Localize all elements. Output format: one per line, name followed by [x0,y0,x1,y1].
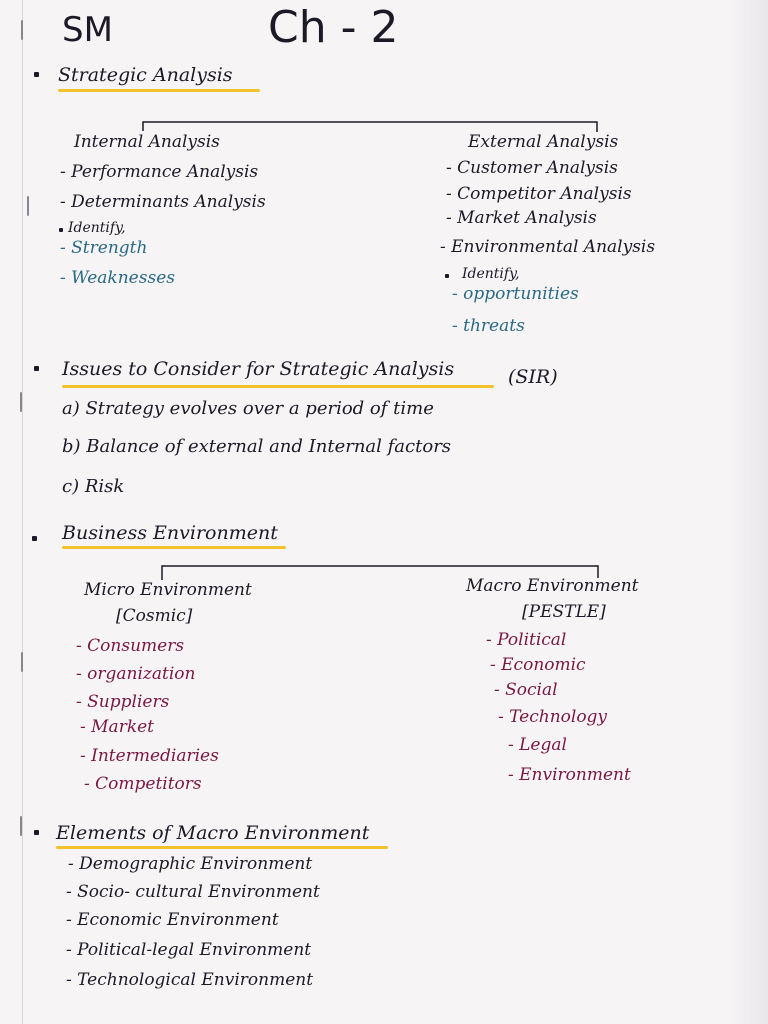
external-analysis-heading: External Analysis [468,132,619,152]
highlight-underline [58,89,260,92]
list-item: - Legal [508,735,567,755]
list-item: - Suppliers [76,692,170,712]
list-item: - Political [486,630,567,650]
list-item: - Intermediaries [80,746,219,766]
list-item: - Market Analysis [446,208,597,228]
list-item: - Economic [490,655,586,675]
list-item: - Competitors [84,774,202,794]
list-item: - threats [452,316,525,336]
list-item: - Weaknesses [60,268,175,288]
list-item: - Competitor Analysis [446,184,632,204]
list-item: - Performance Analysis [60,162,259,182]
list-item: - Socio- cultural Environment [66,882,320,902]
highlight-underline [62,385,494,388]
list-item: - opportunities [452,284,579,304]
list-item: - Customer Analysis [446,158,618,178]
micro-heading: Micro Environment [84,580,252,600]
bullet [59,228,63,232]
bullet [34,830,39,835]
subject-label: SM [62,10,113,50]
section-heading: Strategic Analysis [58,64,233,86]
list-item: - Political-legal Environment [66,940,312,960]
bullet [32,536,37,541]
bullet [34,72,39,77]
identify-label: Identify, [462,266,520,282]
micro-subheading: [Cosmic] [116,606,193,626]
chapter-label: Ch - 2 [268,2,399,53]
list-item: - Environment [508,765,631,785]
list-item: c) Risk [62,476,125,497]
list-item: - Social [494,680,558,700]
section-heading: Business Environment [62,522,278,544]
list-item: b) Balance of external and Internal factors [62,436,452,457]
list-item: - Market [80,717,155,737]
list-item: a) Strategy evolves over a period of time [62,398,434,419]
list-item: - Consumers [76,636,185,656]
list-item: - Demographic Environment [68,854,313,874]
section-heading: Elements of Macro Environment [56,822,370,844]
list-item: - Determinants Analysis [60,192,266,212]
bullet [445,274,449,278]
list-item: - Environmental Analysis [440,237,656,257]
macro-subheading: [PESTLE] [522,602,606,622]
list-item: - Technology [498,707,608,727]
list-item: - Economic Environment [66,910,279,930]
section-tag: (SIR) [508,366,558,388]
list-item: - Strength [60,238,148,258]
bullet [34,366,39,371]
section-heading: Issues to Consider for Strategic Analysis [62,358,455,380]
list-item: - Technological Environment [66,970,314,990]
highlight-underline [56,846,388,849]
identify-label: Identify, [68,220,126,236]
list-item: - organization [76,664,196,684]
macro-heading: Macro Environment [466,576,639,596]
highlight-underline [62,546,286,549]
internal-analysis-heading: Internal Analysis [74,132,220,152]
